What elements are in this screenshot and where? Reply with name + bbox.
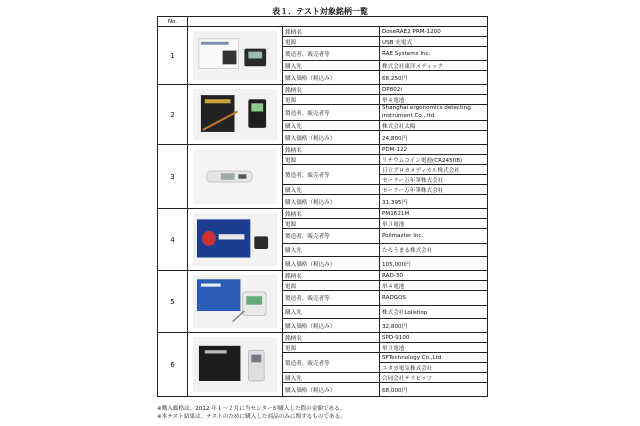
value-maker: Shanghai ergonomics detecting instrument Co., ltd xyxy=(380,105,488,121)
value-maker: RAE Systems Inc. xyxy=(380,47,488,61)
label-store: 購入先 xyxy=(283,185,380,195)
label-power: 電源 xyxy=(283,281,380,291)
table-row xyxy=(158,271,488,281)
value-power: 単４電池 xyxy=(380,95,488,105)
header-no: No. xyxy=(158,17,188,27)
product-photo-cell xyxy=(188,27,283,85)
label-price: 購入価格（税込み） xyxy=(283,319,380,333)
value-price: 32,800円 xyxy=(380,319,488,333)
table-row xyxy=(158,27,488,37)
table-row xyxy=(158,85,488,95)
value-power: 単４電池 xyxy=(380,281,488,291)
label-brand: 銘柄名 xyxy=(283,333,380,343)
label-brand: 銘柄名 xyxy=(283,85,380,95)
product-photo-cell xyxy=(188,209,283,271)
product-photo xyxy=(193,337,277,392)
value-brand: SPD-9100 xyxy=(380,333,488,343)
product-photo-cell xyxy=(188,271,283,333)
row-number: 2 xyxy=(158,85,188,145)
label-power: 電源 xyxy=(283,219,380,229)
label-maker: 製造者、販売者等 xyxy=(283,47,380,61)
label-power: 電源 xyxy=(283,95,380,105)
value-brand: PM1621M xyxy=(380,209,488,219)
label-price: 購入価格（税込み） xyxy=(283,257,380,271)
value-store: たろうまる株式会社 xyxy=(380,244,488,257)
value-brand: PDM-122 xyxy=(380,145,488,155)
table-row xyxy=(158,333,488,343)
value-store: 株式会社太陽 xyxy=(380,121,488,131)
table-row xyxy=(158,145,488,155)
row-number: 3 xyxy=(158,145,188,209)
product-photo xyxy=(193,275,277,328)
row-number: 1 xyxy=(158,27,188,85)
table-row xyxy=(158,209,488,219)
product-photo-cell xyxy=(188,333,283,397)
table-header-row xyxy=(158,17,488,27)
label-store: 購入先 xyxy=(283,306,380,319)
product-photo xyxy=(193,31,277,80)
value-power: 単３電池 xyxy=(380,343,488,353)
value-brand: RAD-30 xyxy=(380,271,488,281)
value-maker: RADGOS xyxy=(380,291,488,306)
label-price: 購入価格（税込み） xyxy=(283,383,380,397)
label-price: 購入価格（税込み） xyxy=(283,71,380,85)
label-store: 購入先 xyxy=(283,121,380,131)
label-maker: 製造者、販売者等 xyxy=(283,105,380,121)
row-number: 6 xyxy=(158,333,188,397)
label-price: 購入価格（税込み） xyxy=(283,131,380,145)
value-price: 68,000円 xyxy=(380,383,488,397)
product-photo-cell xyxy=(188,85,283,145)
label-brand: 銘柄名 xyxy=(283,209,380,219)
label-price: 購入価格（税込み） xyxy=(283,195,380,209)
value-store: セーラー万年筆株式会社 xyxy=(380,185,488,195)
label-brand: 銘柄名 xyxy=(283,271,380,281)
value-price: 31,395円 xyxy=(380,195,488,209)
label-maker: 製造者、販売者等 xyxy=(283,229,380,244)
footnotes xyxy=(157,406,346,421)
product-table xyxy=(157,16,488,397)
value-store: 合同会社テラピッツ xyxy=(380,373,488,383)
product-photo xyxy=(193,149,277,204)
label-power: 電源 xyxy=(283,343,380,353)
label-brand: 銘柄名 xyxy=(283,145,380,155)
product-photo xyxy=(193,213,277,266)
header-blank xyxy=(188,17,488,27)
value-brand: DoseRAE2 PRM-1200 xyxy=(380,27,488,37)
value-price: 24,800円 xyxy=(380,131,488,145)
product-photo-cell xyxy=(188,145,283,209)
label-maker: 製造者、販売者等 xyxy=(283,165,380,185)
label-maker: 製造者、販売者等 xyxy=(283,353,380,373)
value-maker: Polimaster Inc. xyxy=(380,229,488,244)
label-store: 購入先 xyxy=(283,373,380,383)
value-maker-secondary: セーラー万年筆株式会社 xyxy=(380,175,488,185)
value-price: 105,000円 xyxy=(380,257,488,271)
label-power: 電源 xyxy=(283,155,380,165)
value-store: 株式会社東洋メディック xyxy=(380,61,488,71)
label-store: 購入先 xyxy=(283,61,380,71)
value-power: USB 充電式 xyxy=(380,37,488,47)
footnote-scope: ※本テスト結果は、テストのために購入した商品のみに関するものである。 xyxy=(157,413,346,420)
label-store: 購入先 xyxy=(283,244,380,257)
value-store: 株式会社Lolishop xyxy=(380,306,488,319)
value-maker: SFTechnology Co.,Ltd xyxy=(380,353,488,363)
value-maker-secondary: ユタカ電気株式会社 xyxy=(380,363,488,373)
row-number: 4 xyxy=(158,209,188,271)
table-title: 表１．テスト対象銘柄一覧 xyxy=(272,7,368,16)
label-power: 電源 xyxy=(283,37,380,47)
row-number: 5 xyxy=(158,271,188,333)
label-maker: 製造者、販売者等 xyxy=(283,291,380,306)
label-brand: 銘柄名 xyxy=(283,27,380,37)
value-price: 68,250円 xyxy=(380,71,488,85)
footnote-price: ※購入価格は、2012 年１〜２月に当センターが購入した際の金額である。 xyxy=(157,406,346,412)
value-brand: DP802i xyxy=(380,85,488,95)
value-power: 単３電池 xyxy=(380,219,488,229)
product-photo xyxy=(193,89,277,140)
value-power: リチウムコイン電池(CR2450B) xyxy=(380,155,488,165)
value-maker: 日立アロカメディカル株式会社 xyxy=(380,165,488,175)
